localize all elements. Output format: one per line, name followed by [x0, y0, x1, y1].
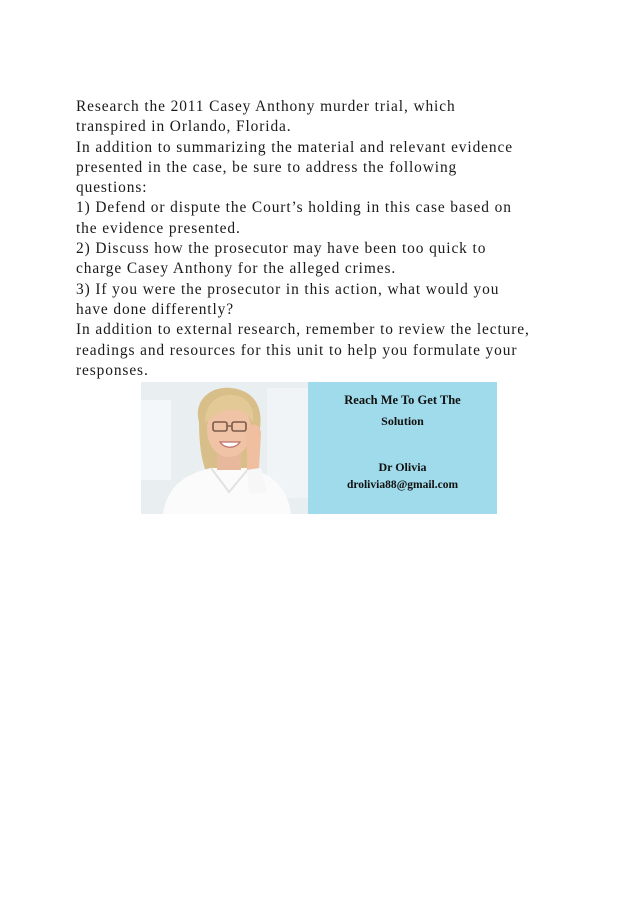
portrait-illustration — [141, 382, 308, 514]
text-line: 2) Discuss how the prosecutor may have been too quick to — [76, 240, 487, 258]
contact-name: Dr Olivia — [378, 460, 427, 474]
contact-email: drolivia88@gmail.com — [346, 479, 459, 491]
banner-heading-line2: Solution — [381, 414, 424, 428]
text-line: Research the 2011 Casey Anthony murder trial, which — [76, 98, 456, 115]
document-body-text — [76, 97, 566, 381]
contact-info-panel — [308, 382, 497, 514]
woman-photo — [141, 382, 308, 514]
text-line: responses. — [76, 361, 149, 379]
text-line: the evidence presented. — [76, 219, 241, 237]
contact-banner — [141, 382, 497, 514]
text-line: have done differently? — [76, 300, 234, 318]
text-line: charge Casey Anthony for the alleged crimes. — [76, 260, 397, 278]
text-line: readings and resources for this unit to help you formulate your — [76, 341, 518, 359]
banner-heading-line1: Reach Me To Get The — [344, 393, 461, 407]
text-line: questions: — [76, 179, 148, 197]
text-line: presented in the case, be sure to address the following — [76, 158, 458, 176]
text-line: In addition to external research, remember to review the lecture, — [76, 321, 530, 339]
text-line: transpired in Orlando, Florida. — [76, 118, 292, 136]
text-line: 1) Defend or dispute the Court’s holding in this case based on — [76, 199, 512, 217]
text-line: In addition to summarizing the material and relevant evidence — [76, 138, 513, 156]
text-line: 3) If you were the prosecutor in this action, what would you — [76, 280, 500, 298]
